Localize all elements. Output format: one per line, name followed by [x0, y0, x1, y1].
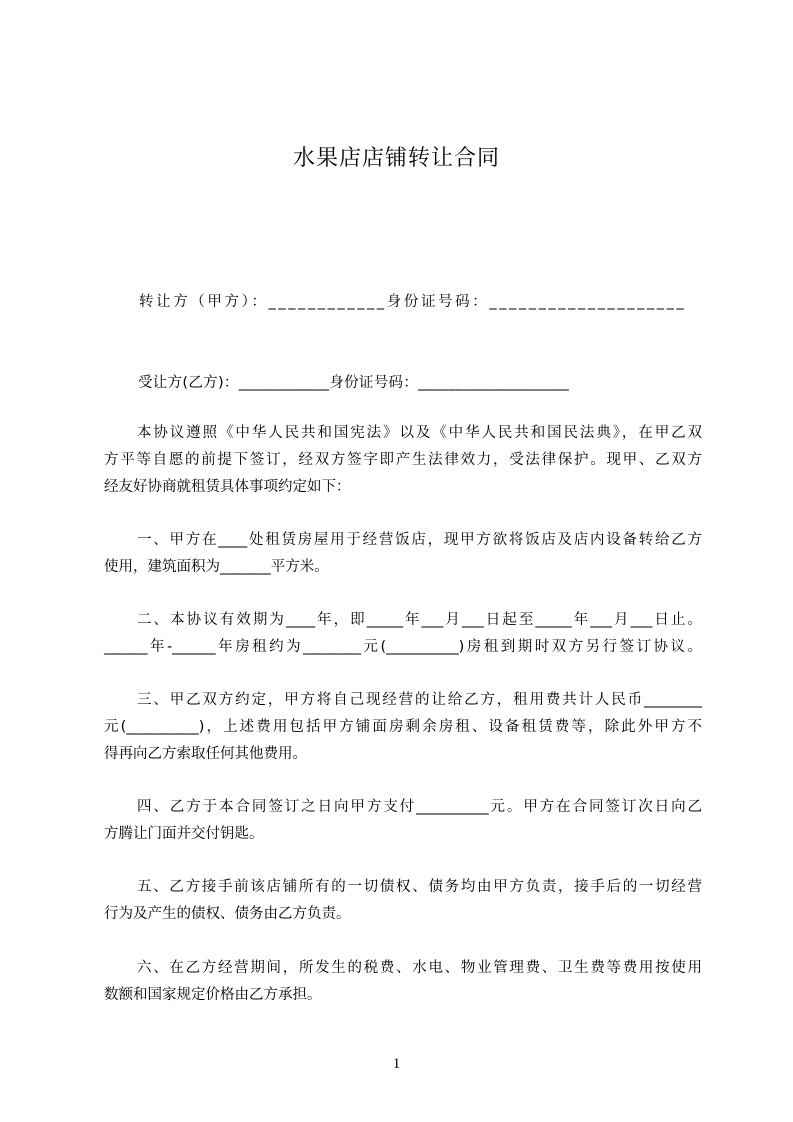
- paragraph-line: ______年-______年房租约为________元(__________)房租到期时双方另行签订协议。: [104, 639, 702, 655]
- clause-6: [104, 955, 702, 1009]
- paragraph-line: 使用，建筑面积为_______平方米。: [104, 559, 329, 575]
- paragraph-line: 得再向乙方索取任何其他费用。: [104, 746, 307, 762]
- party-a-line: 转让方（甲方）：____________身份证号码：____________________: [139, 294, 687, 310]
- paragraph-line: 五、乙方接手前该店铺所有的一切债权、债务均由甲方负责，接手后的一切经营: [137, 879, 702, 895]
- clause-2: [104, 607, 702, 661]
- party-b-line: 受让方(乙方)：____________身份证号码：____________________: [138, 375, 570, 391]
- clause-1: [104, 527, 702, 581]
- paragraph-line: 经友好协商就租赁具体事项约定如下：: [104, 479, 351, 495]
- paragraph-line: 六、在乙方经营期间，所发生的税费、水电、物业管理费、卫生费等费用按使用: [137, 960, 702, 976]
- paragraph-line: 元(__________)，上述费用包括甲方铺面房剩余房租、设备租赁费等，除此外甲方不: [104, 719, 702, 735]
- preamble-paragraph: [104, 420, 702, 501]
- paragraph-line: 本协议遵照《中华人民共和国宪法》以及《中华人民共和国民法典》，在甲乙双: [137, 425, 702, 441]
- paragraph-line: 二、本协议有效期为____年，即_____年___月___日起至_____年___月___日止。: [137, 612, 702, 628]
- paragraph-line: 行为及产生的债权、债务由乙方负责。: [104, 906, 351, 922]
- clause-5: [104, 874, 702, 928]
- paragraph-line: 四、乙方于本合同签订之日向甲方支付__________元。甲方在合同签订次日向乙: [137, 799, 702, 815]
- clause-3: [104, 687, 702, 768]
- clause-4: [104, 794, 702, 848]
- paragraph-line: 数额和国家规定价格由乙方承担。: [104, 987, 322, 1003]
- paragraph-line: 方腾让门面并交付钥匙。: [104, 826, 264, 842]
- document-title: 水果店店铺转让合同: [292, 146, 500, 171]
- paragraph-line: 一、甲方在____处租赁房屋用于经营饭店，现甲方欲将饭店及店内设备转给乙方: [137, 532, 702, 548]
- paragraph-line: 三、甲乙双方约定，甲方将自己现经营的让给乙方，租用费共计人民币________: [137, 692, 702, 708]
- page-number: 1: [392, 1056, 401, 1072]
- paragraph-line: 方平等自愿的前提下签订，经双方签字即产生法律效力，受法律保护。现甲、乙双方: [104, 452, 702, 468]
